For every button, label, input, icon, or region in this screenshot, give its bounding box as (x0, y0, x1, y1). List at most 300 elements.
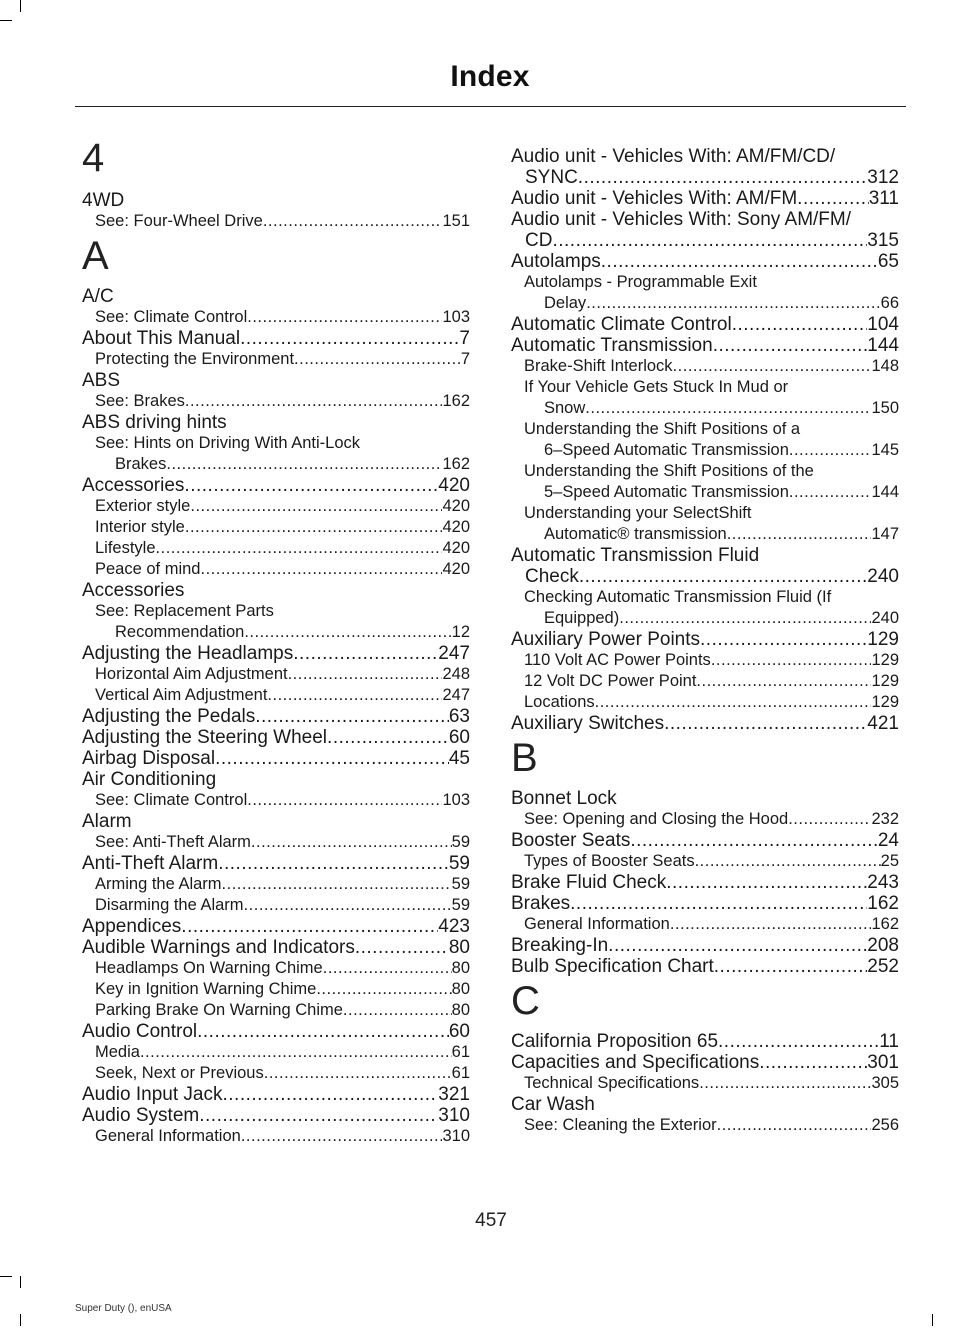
dot-leader (619, 608, 871, 629)
index-subentry[interactable] (82, 391, 470, 412)
dot-leader (264, 1063, 452, 1084)
index-page-ref: 147 (871, 525, 899, 543)
index-entry-continuation: SYNC (525, 167, 578, 188)
dot-leader (140, 1042, 452, 1063)
index-entry-row (82, 727, 470, 748)
index-entry[interactable] (511, 935, 899, 956)
index-entry-row (82, 475, 470, 496)
index-entry-row (524, 524, 899, 545)
dot-leader (759, 1052, 867, 1073)
index-subentry[interactable] (511, 914, 899, 935)
dot-leader (316, 979, 451, 1000)
index-entry-row (95, 454, 470, 475)
index-entry[interactable] (511, 209, 899, 251)
index-entry-row (524, 398, 899, 419)
index-page-ref: 256 (871, 1116, 899, 1134)
index-entry-text: See: Replacement Parts (95, 602, 274, 620)
index-entry[interactable] (82, 580, 470, 601)
index-page-ref: 420 (442, 518, 470, 536)
footer-text: Super Duty (), enUSA (75, 1303, 172, 1314)
dot-leader (166, 454, 442, 475)
index-entry[interactable] (511, 830, 899, 851)
index-entry[interactable] (511, 956, 899, 977)
index-page-ref: 162 (871, 915, 899, 933)
index-page-ref: 80 (451, 959, 470, 977)
index-entry-row (82, 748, 470, 769)
index-page-ref: 60 (448, 1021, 470, 1042)
dot-leader (222, 1084, 438, 1105)
index-subentry[interactable] (82, 874, 470, 895)
index-subentry[interactable] (511, 587, 899, 629)
index-entry-row (524, 356, 899, 377)
index-entry[interactable] (82, 328, 470, 349)
index-entry-row (95, 832, 470, 853)
index-subentry[interactable] (82, 832, 470, 853)
index-entry-text: Alarm (82, 811, 132, 832)
index-subentry[interactable] (511, 851, 899, 872)
index-entry-text: Bonnet Lock (511, 788, 617, 809)
index-entry-row (511, 872, 899, 893)
index-entry[interactable] (82, 769, 470, 790)
index-entry-row (82, 937, 470, 958)
index-page-ref: 80 (451, 1001, 470, 1019)
index-page-ref: 312 (867, 167, 899, 188)
index-entry-row (95, 895, 470, 916)
dot-leader (714, 956, 868, 977)
index-page-ref: 301 (867, 1052, 899, 1073)
index-entry-row (95, 496, 470, 517)
index-entry[interactable] (82, 748, 470, 769)
index-subentry[interactable] (511, 671, 899, 692)
index-page-ref: 103 (442, 791, 470, 809)
index-entry-row (82, 190, 470, 211)
index-entry-text: Exterior style (95, 497, 191, 515)
index-entry[interactable] (511, 146, 899, 188)
dot-leader (222, 874, 452, 895)
index-page-ref: 240 (867, 566, 899, 587)
index-entry-row (95, 622, 470, 643)
index-subentry[interactable] (82, 790, 470, 811)
index-subentry[interactable] (82, 538, 470, 559)
index-entry[interactable] (511, 1052, 899, 1073)
dot-leader (190, 496, 442, 517)
index-entry-row (524, 482, 899, 503)
index-page-ref: 129 (871, 693, 899, 711)
index-subentry[interactable] (511, 503, 899, 545)
index-entry-text: Breaking-In (511, 935, 609, 956)
index-entry-text: Parking Brake On Warning Chime (95, 1001, 343, 1019)
index-entry-text: Booster Seats (511, 830, 631, 851)
dot-leader (199, 1105, 438, 1126)
index-entry-row (524, 1115, 899, 1136)
dot-leader (240, 328, 459, 349)
index-subentry[interactable] (82, 496, 470, 517)
index-entry[interactable] (511, 188, 899, 209)
index-page-ref: 315 (867, 230, 899, 251)
index-entry-text: Disarming the Alarm (95, 896, 244, 914)
dot-leader (713, 335, 868, 356)
index-entry-text: Auxiliary Switches (511, 713, 665, 734)
index-subentry[interactable] (511, 1073, 899, 1094)
dot-leader (578, 167, 868, 188)
index-entry-row (82, 412, 470, 433)
index-entry-text: 12 Volt DC Power Point (524, 672, 697, 690)
index-entry[interactable] (511, 893, 899, 914)
index-entry-row (511, 629, 899, 650)
index-page-ref: 420 (442, 560, 470, 578)
index-subentry[interactable] (82, 517, 470, 538)
index-subentry[interactable] (82, 211, 470, 232)
dot-leader (255, 706, 449, 727)
index-entry[interactable] (82, 916, 470, 937)
index-entry[interactable] (511, 713, 899, 734)
index-entry-text: Audio System (82, 1105, 200, 1126)
index-entry-text: Types of Booster Seats (524, 852, 695, 870)
index-entry[interactable] (511, 314, 899, 335)
index-subentry[interactable] (511, 272, 899, 314)
index-entry-continuation: Brakes (115, 455, 167, 473)
index-subentry[interactable] (511, 1115, 899, 1136)
index-page-ref: 243 (867, 872, 899, 893)
index-entry[interactable] (82, 370, 470, 391)
index-entry-row (95, 958, 470, 979)
index-entry-continuation: 5–Speed Automatic Transmission (544, 483, 789, 501)
dot-leader (288, 664, 443, 685)
index-page-ref: 7 (459, 328, 470, 349)
index-entry-row (511, 830, 899, 851)
index-page-ref: 59 (448, 853, 470, 874)
dot-leader (197, 1021, 449, 1042)
index-page-ref: 103 (442, 308, 470, 326)
index-entry-row (511, 713, 899, 734)
index-entry-text: ABS (82, 370, 121, 391)
index-entry-text: Peace of mind (95, 560, 201, 578)
index-entry[interactable] (82, 853, 470, 874)
dot-leader (727, 524, 872, 545)
dot-leader (695, 851, 881, 872)
index-subentry[interactable] (82, 979, 470, 1000)
index-page-ref: 145 (871, 441, 899, 459)
index-entry-text: General Information (95, 1127, 241, 1145)
index-page-ref: 61 (451, 1043, 470, 1061)
index-entry-row (95, 559, 470, 580)
index-entry-text: Audio Input Jack (82, 1084, 223, 1105)
index-subentry[interactable] (82, 664, 470, 685)
index-entry[interactable] (82, 727, 470, 748)
index-page-ref: 420 (442, 497, 470, 515)
index-entry[interactable] (511, 629, 899, 650)
index-entry-text: Bulb Specification Chart (511, 956, 714, 977)
index-subentry[interactable] (82, 559, 470, 580)
index-entry[interactable] (511, 335, 899, 356)
index-entry[interactable] (511, 545, 899, 587)
index-entry-text: Headlamps On Warning Chime (95, 959, 323, 977)
index-entry-text: See: Brakes (95, 392, 185, 410)
dot-leader (181, 916, 438, 937)
index-entry-text: Media (95, 1043, 140, 1061)
index-page-ref: 321 (438, 1084, 470, 1105)
index-entry-row (95, 1042, 470, 1063)
index-entry-text: Adjusting the Headlamps (82, 643, 294, 664)
index-entry[interactable] (82, 475, 470, 496)
index-entry-text: Understanding your SelectShift (524, 504, 752, 522)
index-entry-text: Automatic Climate Control (511, 314, 732, 335)
index-entry[interactable] (82, 937, 470, 958)
index-entry-text: Accessories (82, 580, 185, 601)
index-entry-row (95, 538, 470, 559)
index-page-ref: 252 (867, 956, 899, 977)
dot-leader (696, 671, 871, 692)
dot-leader (218, 853, 449, 874)
index-entry-row (511, 1052, 899, 1073)
index-page-ref: 25 (880, 852, 899, 870)
dot-leader (666, 872, 867, 893)
index-entry-text: Anti-Theft Alarm (82, 853, 219, 874)
dot-leader (215, 748, 449, 769)
index-entry-row (524, 851, 899, 872)
crop-mark (0, 1276, 12, 1277)
index-subentry[interactable] (82, 1063, 470, 1084)
index-entry-text: Checking Automatic Transmission Fluid (If (524, 588, 832, 606)
index-subentry[interactable] (511, 419, 899, 461)
index-entry[interactable] (82, 643, 470, 664)
dot-leader (327, 727, 449, 748)
index-entry-row (511, 788, 899, 809)
index-page-ref: 63 (448, 706, 470, 727)
dot-leader (601, 251, 878, 272)
index-entry-row (524, 914, 899, 935)
index-entry[interactable] (511, 251, 899, 272)
index-entry-text: Auxiliary Power Points (511, 629, 701, 650)
index-subentry[interactable] (82, 685, 470, 706)
index-entry-text: Audio Control (82, 1021, 198, 1042)
index-entry-row (95, 211, 470, 232)
dot-leader (244, 622, 451, 643)
index-section-letter: B (511, 736, 538, 780)
index-subentry[interactable] (82, 1000, 470, 1021)
dot-leader (293, 643, 438, 664)
index-entry-row (511, 230, 899, 251)
index-page-ref: 7 (460, 350, 470, 368)
index-entry[interactable] (82, 706, 470, 727)
index-entry-text: Audio unit - Vehicles With: AM/FM/CD/ (511, 146, 836, 167)
index-entry-row (524, 608, 899, 629)
index-subentry[interactable] (511, 461, 899, 503)
index-subentry[interactable] (82, 349, 470, 370)
index-subentry[interactable] (82, 433, 470, 475)
index-entry-text: Key in Ignition Warning Chime (95, 980, 317, 998)
index-entry[interactable] (511, 1031, 899, 1052)
dot-leader (355, 937, 449, 958)
dot-leader (251, 832, 452, 853)
index-entry-text: Brake-Shift Interlock (524, 357, 673, 375)
index-page-ref: 162 (442, 392, 470, 410)
index-entry-text: Airbag Disposal (82, 748, 216, 769)
dot-leader (156, 538, 443, 559)
index-entry-row (511, 335, 899, 356)
dot-leader (294, 349, 461, 370)
dot-leader (700, 629, 867, 650)
index-entry-row (95, 1126, 470, 1147)
index-entry-continuation: Equipped) (544, 609, 620, 627)
index-page-ref: 421 (867, 713, 899, 734)
index-page-ref: 61 (451, 1064, 470, 1082)
index-entry-row (82, 1021, 470, 1042)
index-entry-row (511, 956, 899, 977)
index-subentry[interactable] (511, 650, 899, 671)
index-page-ref: 59 (451, 833, 470, 851)
index-page-ref: 45 (448, 748, 470, 769)
index-entry-text: See: Climate Control (95, 791, 248, 809)
index-subentry[interactable] (511, 692, 899, 713)
index-page-ref: 310 (442, 1127, 470, 1145)
dot-leader (732, 314, 868, 335)
index-entry-text: Adjusting the Steering Wheel (82, 727, 328, 748)
index-page-ref: 59 (451, 875, 470, 893)
dot-leader (244, 895, 452, 916)
index-page-ref: 247 (438, 643, 470, 664)
index-page-ref: 150 (871, 399, 899, 417)
index-page-ref: 208 (867, 935, 899, 956)
index-entry-text: If Your Vehicle Gets Stuck In Mud or (524, 378, 789, 396)
index-entry-row (95, 349, 470, 370)
index-subentry[interactable] (82, 601, 470, 643)
dot-leader (718, 1031, 879, 1052)
page-title: Index (450, 60, 530, 93)
index-subentry[interactable] (82, 1126, 470, 1147)
index-page-ref: 129 (871, 651, 899, 669)
index-entry-text: A/C (82, 286, 114, 307)
index-entry-text: Vertical Aim Adjustment (95, 686, 268, 704)
index-entry-text: See: Climate Control (95, 308, 248, 326)
index-page-ref: 11 (879, 1031, 899, 1052)
index-entry-continuation: CD (525, 230, 553, 251)
index-entry-text: ABS driving hints (82, 412, 227, 433)
index-entry-row (524, 809, 899, 830)
dot-leader (267, 685, 442, 706)
index-entry-row (82, 916, 470, 937)
title-divider (75, 106, 906, 107)
index-entry-row (511, 188, 899, 209)
index-subentry[interactable] (511, 809, 899, 830)
dot-leader (717, 1115, 872, 1136)
index-entry-row (511, 167, 899, 188)
index-entry-continuation: Check (525, 566, 579, 587)
index-entry-text: Car Wash (511, 1094, 595, 1115)
index-page-ref: 144 (871, 483, 899, 501)
index-entry-row (95, 685, 470, 706)
index-entry-text: Air Conditioning (82, 769, 217, 790)
index-page-ref: 148 (871, 357, 899, 375)
index-entry[interactable] (82, 1021, 470, 1042)
index-subentry[interactable] (82, 895, 470, 916)
index-page-ref: 12 (451, 623, 470, 641)
index-entry-row (82, 853, 470, 874)
dot-leader (184, 475, 438, 496)
dot-leader (343, 1000, 452, 1021)
index-subentry[interactable] (82, 958, 470, 979)
index-entry[interactable] (82, 286, 470, 307)
index-entry-text: See: Cleaning the Exterior (524, 1116, 717, 1134)
crop-mark (0, 20, 12, 21)
index-entry-text: California Proposition 65 (511, 1031, 719, 1052)
index-entry[interactable] (82, 1105, 470, 1126)
index-entry-row (82, 643, 470, 664)
index-entry-text: Brake Fluid Check (511, 872, 667, 893)
index-entry[interactable] (511, 1094, 899, 1115)
index-section-letter: 4 (82, 136, 105, 180)
index-page-ref: 129 (867, 629, 899, 650)
index-entry-text: Autolamps (511, 251, 601, 272)
index-entry[interactable] (511, 872, 899, 893)
dot-leader (185, 517, 443, 538)
index-entry-row (82, 769, 470, 790)
index-subentry[interactable] (511, 356, 899, 377)
index-entry[interactable] (82, 811, 470, 832)
index-entry-row (511, 1094, 899, 1115)
index-entry-continuation: Snow (544, 399, 586, 417)
index-page-ref: 59 (451, 896, 470, 914)
index-entry-text: Interior style (95, 518, 185, 536)
index-page-ref: 240 (871, 609, 899, 627)
index-entry-continuation: Delay (544, 294, 587, 312)
index-entry-text: Technical Specifications (524, 1074, 700, 1092)
index-entry-row (82, 1105, 470, 1126)
index-entry-text: Appendices (82, 916, 182, 937)
dot-leader (585, 398, 871, 419)
index-entry-text: General Information (524, 915, 670, 933)
index-entry[interactable] (82, 412, 470, 433)
index-entry[interactable] (82, 190, 470, 211)
dot-leader (630, 830, 878, 851)
index-page-ref: 129 (871, 672, 899, 690)
index-entry-text: Lifestyle (95, 539, 156, 557)
index-entry-row (95, 664, 470, 685)
index-entry-text: Audio unit - Vehicles With: AM/FM (511, 188, 798, 209)
index-page-ref: 232 (871, 810, 899, 828)
page-number: 457 (475, 1210, 507, 1231)
index-page-ref: 60 (448, 727, 470, 748)
dot-leader (789, 482, 872, 503)
index-entry-row (511, 935, 899, 956)
index-entry-text: Seek, Next or Previous (95, 1064, 264, 1082)
index-entry-text: Capacities and Specifications (511, 1052, 760, 1073)
index-entry-text: Audio unit - Vehicles With: Sony AM/FM/ (511, 209, 852, 230)
index-page-ref: 80 (448, 937, 470, 958)
dot-leader (200, 559, 442, 580)
dot-leader (263, 211, 443, 232)
index-page-ref: 162 (867, 893, 899, 914)
dot-leader (711, 650, 872, 671)
dot-leader (323, 958, 452, 979)
dot-leader (797, 188, 869, 209)
index-subentry[interactable] (82, 1042, 470, 1063)
dot-leader (579, 566, 867, 587)
index-entry-text: See: Four-Wheel Drive (95, 212, 263, 230)
index-entry-text: Understanding the Shift Positions of the (524, 462, 814, 480)
index-entry-row (82, 328, 470, 349)
index-entry-text: See: Hints on Driving With Anti-Lock (95, 434, 361, 452)
index-subentry[interactable] (82, 307, 470, 328)
index-page-ref: 423 (438, 916, 470, 937)
index-entry-continuation: 6–Speed Automatic Transmission (544, 441, 789, 459)
index-entry[interactable] (82, 1084, 470, 1105)
index-subentry[interactable] (511, 377, 899, 419)
index-entry-row (95, 874, 470, 895)
index-entry-row (524, 671, 899, 692)
index-entry[interactable] (511, 788, 899, 809)
index-entry-row (82, 1084, 470, 1105)
